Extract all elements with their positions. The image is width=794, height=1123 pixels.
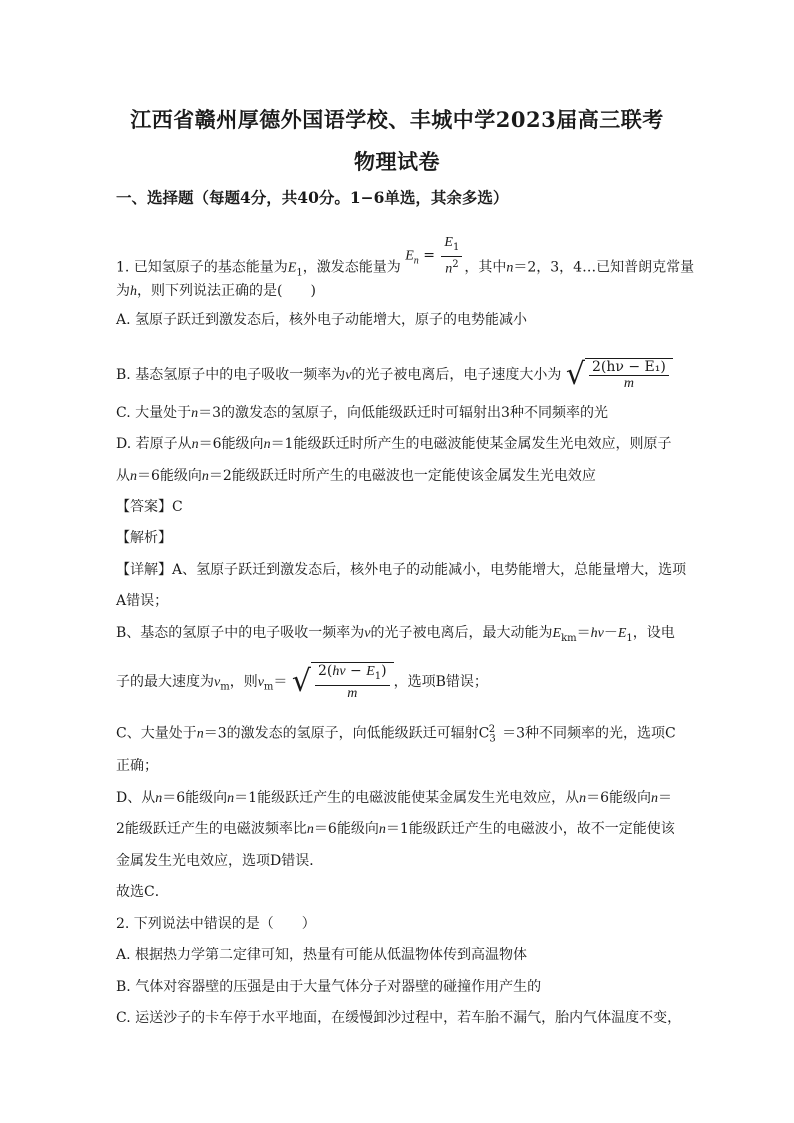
q1-option-c: C. 大量处于n＝3的激发态的氢原子，向低能级跃迁时可辐射出3种不同频率的光 — [116, 405, 608, 421]
q1-detail-line5: C、大量处于n＝3的激发态的氢原子，向低能级跃迁可辐射$C_3^2 =3$种不同频率的光，选项C — [116, 724, 676, 745]
document-subtitle: 物理试卷 — [354, 149, 440, 174]
q1-detail-line2: A错误； — [116, 593, 169, 609]
sqrt-expression: √ $\frac{\text{2(hν − E₁)}}{m}$ — [566, 358, 673, 392]
section-heading: 一、选择题（每题4分，共40分。1−6单选，其余多选） — [116, 188, 509, 207]
q1-detail-line1: 【详解】A、氢原子跃迁到激发态后，核外电子的动能减小，电势能增大，总能量增大，选项 — [116, 562, 687, 578]
q1-option-d-line1: D. 若原子从n＝6能级向n＝1能级跃迁时所产生的电磁波能使某金属发生光电效应，则原子 — [116, 436, 672, 452]
q1-stem-line2: 为h，则下列说法正确的是( ) — [116, 283, 316, 299]
sqrt-expression-2: √ $\frac{2(h\nu - E_1)}{m}$ — [292, 662, 394, 702]
q1-detail-line6: 正确； — [116, 758, 158, 774]
energy-formula: $E_n$ = $\frac{E_1}{n^2}$ — [405, 234, 464, 277]
q1-analysis-tag: 【解析】 — [116, 530, 172, 546]
q1-detail-line7: D、从n＝6能级向n＝1能级跃迁产生的电磁波能使某金属发生光电效应，从n＝6能级向n＝ — [116, 790, 672, 806]
q1-detail-line9: 金属发生光电效应，选项D错误． — [116, 853, 324, 869]
q1-option-a: A. 氢原子跃迁到激发态后，核外电子动能增大，原子的电势能减小 — [116, 312, 528, 328]
q1-option-d-line2: 从n＝6能级向n＝2能级跃迁时所产生的电磁波也一定能使该金属发生光电效应 — [116, 468, 596, 484]
q1-detail-line8: 2能级跃迁产生的电磁波频率比n＝6能级向n＝1能级跃迁产生的电磁波小，故不一定能使该 — [116, 821, 675, 837]
q2-stem: 2. 下列说法中错误的是（ ） — [116, 916, 316, 932]
q1-detail-line4: 子的最大速度为$v_m$，则$v_m=$ √ $\frac{2(h\nu - E_1)}{m}$ ，选项B错误； — [116, 663, 488, 701]
q2-option-b: B. 气体对容器壁的压强是由于大量气体分子对器壁的碰撞作用产生的 — [116, 979, 542, 995]
q2-option-a: A. 根据热力学第二定律可知，热量有可能从低温物体传到高温物体 — [116, 947, 528, 963]
q1-stem-line1: 1. 已知氢原子的基态能量为$E_1$，激发态能量为 $E_n$ = $\frac{E_1}{n^2}$ ，其中n＝2，3，4…已知普朗克常量 — [116, 235, 695, 279]
q2-option-c: C. 运送沙子的卡车停于水平地面，在缓慢卸沙过程中，若车胎不漏气，胎内气体温度不变， — [116, 1010, 682, 1026]
document-title: 江西省赣州厚德外国语学校、丰城中学2023届高三联考 — [130, 107, 664, 132]
q1-answer: 【答案】C — [116, 499, 183, 515]
q1-option-b: B. 基态氢原子中的电子吸收一频率为ν的光子被电离后，电子速度大小为 √ $\frac{\text{2(hν − E₁)}}{m}$ — [116, 358, 673, 392]
q1-detail-line3: B、基态的氢原子中的电子吸收一频率为ν的光子被电离后，最大动能为$E_{km}=h\nu-E_1$，设电 — [116, 625, 675, 644]
q1-conclusion: 故选C． — [116, 884, 169, 900]
